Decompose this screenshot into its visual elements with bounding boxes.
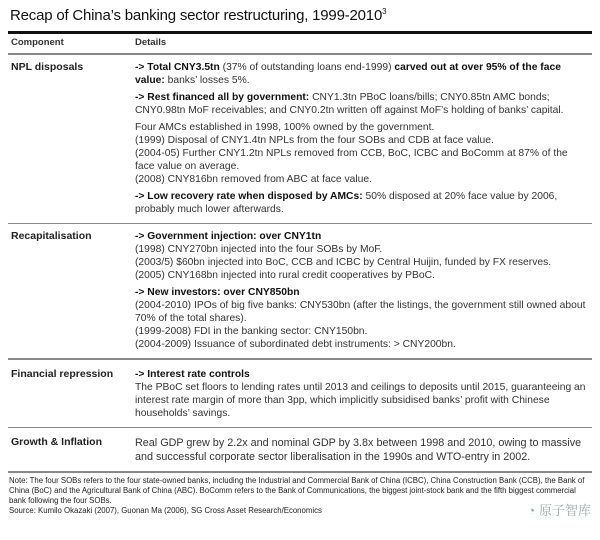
source-text: Source: Kumilo Okazaki (2007), Guonan Ma (2006), SG Cross Asset Research/Economics (9, 506, 322, 516)
detail-paragraph (135, 91, 586, 117)
detail-paragraph (135, 121, 586, 186)
detail-heading: -> Interest rate controls (135, 368, 250, 380)
detail-text: (2008) CNY816bn removed from ABC at face value. (135, 173, 372, 185)
watermark-text: 原子智库 (538, 503, 591, 519)
header-component: Component (11, 37, 64, 48)
table-note (8, 473, 592, 517)
table-row-npl (8, 55, 592, 223)
detail-paragraph (135, 368, 586, 420)
detail-paragraph (135, 436, 586, 464)
row-details (135, 230, 592, 355)
detail-text: (1999) Disposal of CNY1.4tn NPLs from the four SOBs and CDB at face value. (135, 134, 494, 146)
detail-paragraph (135, 190, 586, 216)
detail-paragraph (135, 230, 586, 282)
detail-text: (2004-2009) Issuance of subordinated debt instruments: > CNY200bn. (135, 339, 456, 350)
component-label: Recapitalisation (11, 230, 92, 242)
detail-text: CNY1.3tn PBoC loans/bills; CNY0.85tn AMC bonds; CNY0.98tn MoF receivables; and CNY0.2tn written off against MoF’s holding of banks’ capital. (135, 91, 564, 116)
detail-heading: -> New investors: over CNY850bn (135, 287, 300, 298)
table-title (8, 6, 592, 28)
detail-text: Real GDP grew by 2.2x and nominal GDP by 3.8x between 1998 and 2010, owing to massive and successful corporate sector liberalisation in the 1990s and WTO-entry in 2002. (135, 437, 582, 463)
table-row-financial-repression (8, 360, 592, 427)
source-line (9, 503, 591, 519)
detail-text: (1999-2008) FDI in the banking sector: CNY150bn. (135, 326, 368, 337)
detail-heading: -> Government injection: over CNY1tn (135, 231, 322, 242)
detail-heading: carved out at over 95% of the face value: (135, 61, 561, 86)
row-details (135, 368, 592, 424)
detail-paragraph (135, 61, 586, 87)
detail-text: (1998) CNY270bn injected into the four SOBs by MoF. (135, 244, 383, 255)
detail-text: banks’ losses 5%. (164, 74, 250, 86)
detail-text: Four AMCs established in 1998, 100% owned by the government. (135, 121, 435, 133)
title-footnote-ref: 3 (382, 7, 387, 16)
detail-text: (2004-05) Further CNY1.2tn NPLs removed from CCB, BoC, ICBC and BoComm at 87% of the face value on average. (135, 147, 568, 172)
detail-heading: -> Rest financed all by government: (135, 91, 310, 103)
table-row-recapitalisation (8, 224, 592, 358)
detail-text: (2004-2010) IPOs of big five banks: CNY530bn (after the listings, the government still owned about 70% of the total shares). (135, 300, 586, 324)
component-label: NPL disposals (11, 60, 84, 73)
detail-text: 50% disposed at 20% face value by 2006, probably much lower afterwards. (135, 190, 558, 215)
detail-text: (37% of outstanding loans end-1999) (219, 61, 395, 73)
detail-paragraph (135, 286, 586, 351)
detail-heading: -> Low recovery rate when disposed by AMCs: (135, 190, 363, 202)
table-header (8, 34, 592, 53)
detail-text: (2003/5) $60bn injected into BoC, CCB and ICBC by Central Huijin, funded by FX reserves. (135, 257, 552, 268)
watermark (527, 503, 591, 519)
detail-text: The PBoC set floors to lending rates until 2013 and ceilings to deposits until 2015, guaranteeing an interest rate margin of more than 3pp, which implicitly subsidised banks’ profit with Chinese households’ savings. (135, 381, 586, 419)
detail-text: (2005) CNY168bn injected into rural credit cooperatives by PBoC. (135, 270, 435, 281)
component-label: Financial repression (11, 367, 114, 380)
row-details (135, 61, 592, 220)
row-details (135, 436, 592, 468)
note-text: Note: The four SOBs refers to the four state-owned banks, including the Industrial and Commercial Bank of China (ICBC), China Construction Bank (CCB), the Bank of China (BoC) and the Agricultural Bank of China (ABC). BoComm refers to the Bank of Communications, the biggest joint-stock bank and the fifth biggest commercial bank following the four SOBs. (9, 475, 585, 505)
title-text: Recap of China’s banking sector restructuring, 1999-2010 (10, 7, 383, 24)
component-label: Growth & Inflation (11, 436, 102, 448)
wechat-icon: ◔ (527, 503, 539, 519)
table-row-growth-inflation (8, 428, 592, 471)
detail-heading: -> Total CNY3.5tn (135, 61, 220, 73)
header-details: Details (135, 37, 167, 48)
